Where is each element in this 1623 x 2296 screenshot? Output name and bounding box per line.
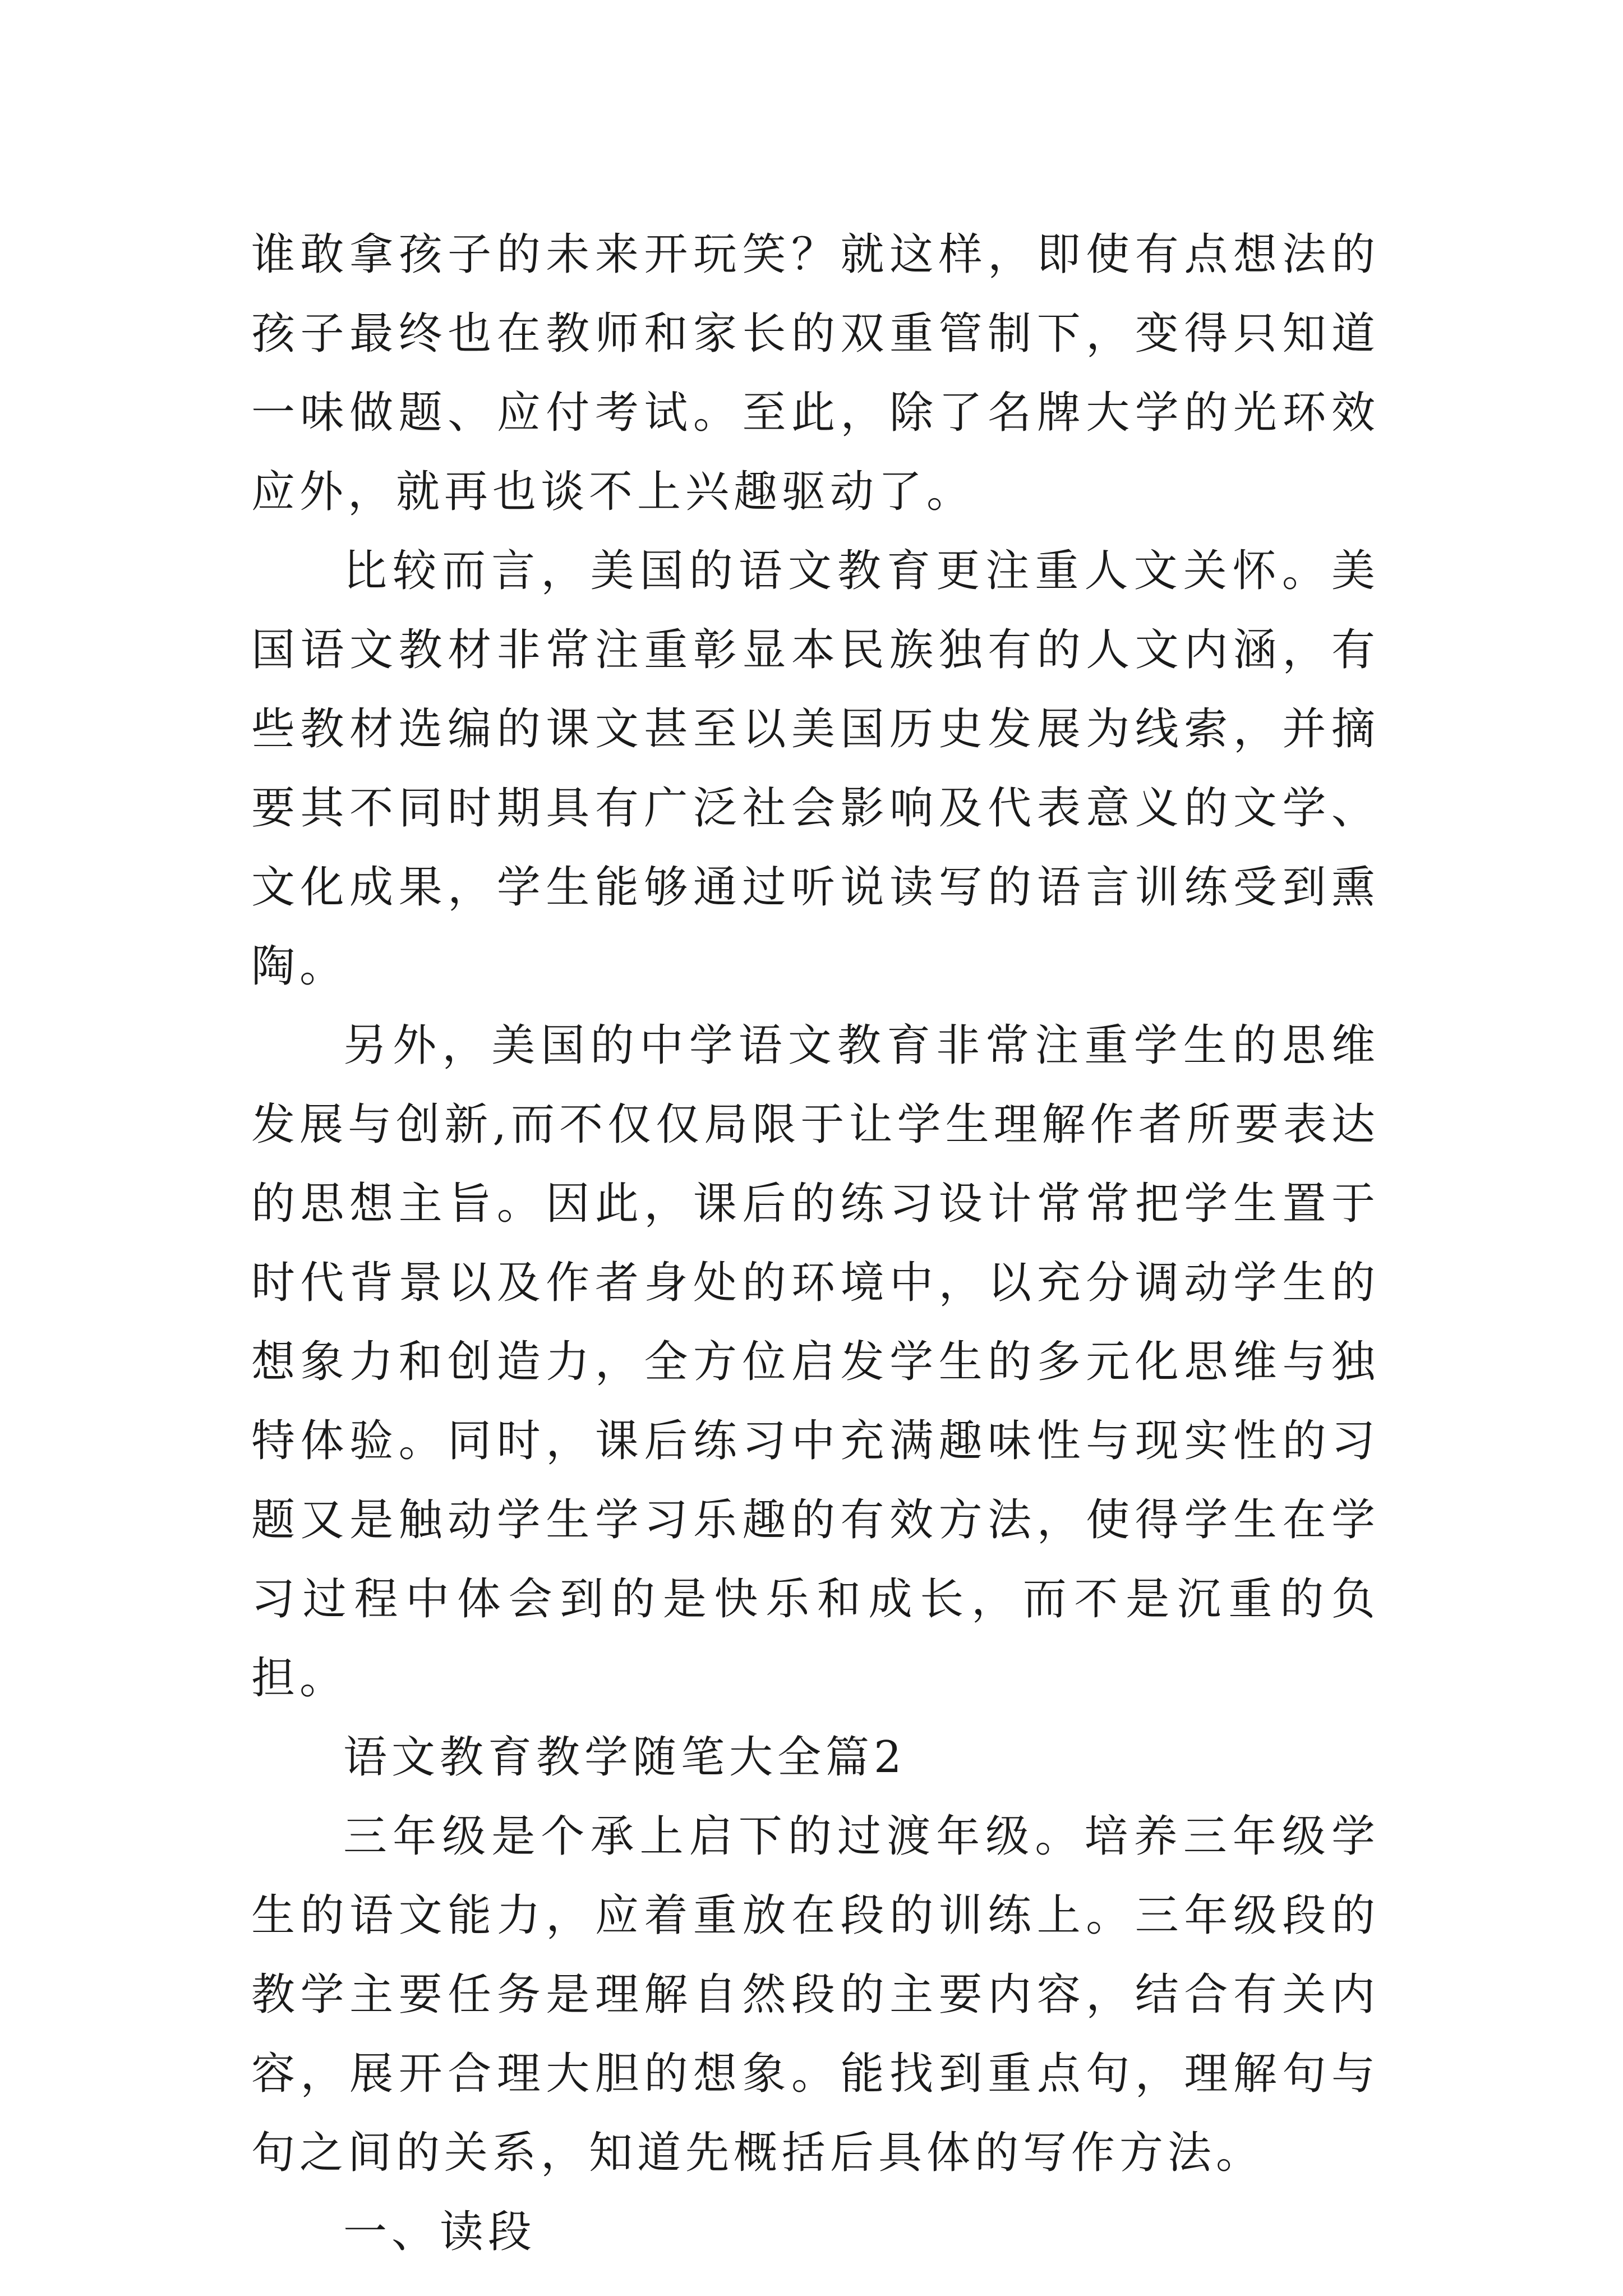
subsection-heading: 一、读段 xyxy=(343,2207,537,2257)
document-body xyxy=(251,215,1380,2272)
paragraph-humanistic-care: 比较而言，美国的语文教育更注重人文关怀。美国语文教材非常注重彰显本民族独有的人文内涵，有些教材选编的课文甚至以美国历史发展为线索，并摘要其不同时期具有广泛社会影响及代表意义的文学、文化成果，学生能够通过听说读写的语言训练受到熏陶。 xyxy=(251,546,1380,992)
paragraph-grade-three: 三年级是个承上启下的过渡年级。培养三年级学生的语文能力，应着重放在段的训练上。三年级段的教学主要任务是理解自然段的主要内容，结合有关内容，展开合理大胆的想象。能找到重点句，理解句与句之间的关系，知道先概括后具体的写作方法。 xyxy=(251,1811,1380,2178)
section-heading: 语文教育教学随笔大全篇2 xyxy=(343,1732,906,1783)
paragraph-continuation: 谁敢拿孩子的未来开玩笑？就这样，即使有点想法的孩子最终也在教师和家长的双重管制下，变得只知道一味做题、应付考试。至此，除了名牌大学的光环效应外，就再也谈不上兴趣驱动了。 xyxy=(251,229,1380,517)
paragraph-thinking-development: 另外，美国的中学语文教育非常注重学生的思维发展与创新,而不仅仅局限于让学生理解作者所要表达的思想主旨。因此，课后的练习设计常常把学生置于时代背景以及作者身处的环境中，以充分调动学生的想象力和创造力，全方位启发学生的多元化思维与独特体验。同时，课后练习中充满趣味性与现实性的习题又是触动学生学习乐趣的有效方法，使得学生在学习过程中体会到的是快乐和成长，而不是沉重的负担。 xyxy=(251,1020,1380,1704)
